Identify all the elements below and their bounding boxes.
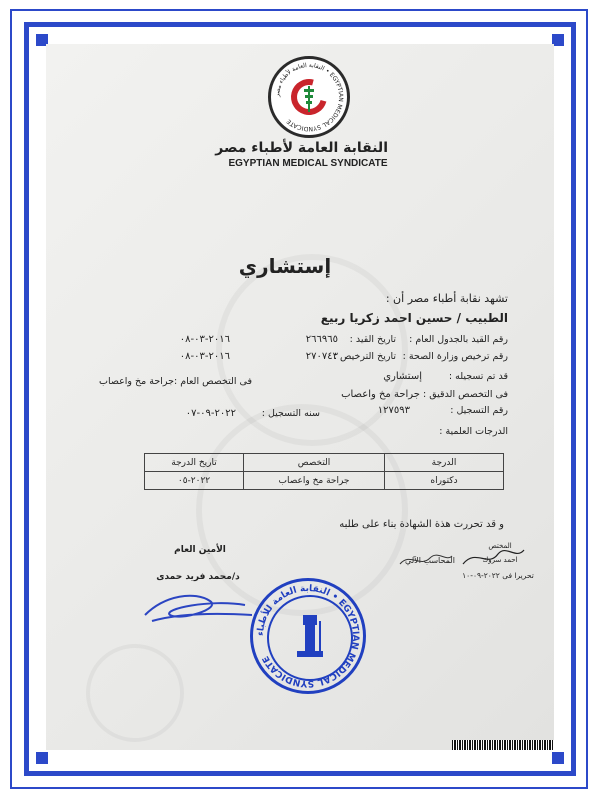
table-header-cell: الدرجة — [385, 454, 504, 472]
officer-name: احمد سروك — [482, 556, 518, 564]
corner-square — [36, 752, 48, 764]
sub-specialty-value: جراحة مخ واعصاب — [341, 389, 420, 400]
org-name-english: EGYPTIAN MEDICAL SYNDICATE — [228, 158, 388, 169]
signature — [396, 548, 456, 572]
reg-date-label: تاريخ القيد : — [349, 334, 396, 345]
table-row — [145, 472, 504, 490]
watermark-seal — [86, 644, 184, 742]
official-stamp — [250, 578, 366, 694]
reg-number-value: ١٢٧٥٩٣ — [377, 405, 410, 416]
barcode — [452, 740, 554, 750]
reg-year-label: سنه التسجيل : — [261, 408, 320, 419]
issue-note: و قد تحررت هذة الشهادة بناء على طلبه — [339, 519, 504, 530]
figure-icon — [269, 597, 351, 679]
certificate-title: إستشاري — [238, 254, 332, 278]
registered-label: قد تم تسجيله : — [448, 371, 508, 382]
org-name-arabic: النقابة العامة لأطباء مصر — [215, 140, 388, 156]
registered-value: إستشاري — [383, 371, 422, 382]
sub-specialty-label: فى التخصص الدقيق : — [423, 389, 508, 400]
issued-on: تحريرا فى ٢٠٢٢-٠٩-١٠ — [462, 571, 534, 580]
degrees-label: الدرجات العلمية : — [439, 426, 508, 437]
svg-text:النقابة العامة للأطباء • EGYPT: النقابة العامة للأطباء • EGYPTIAN MEDICAL SYNDICATE — [255, 583, 361, 689]
degrees-table — [144, 453, 504, 490]
table-header-cell: تاريخ الدرجة — [145, 454, 244, 472]
officer-title: المختص — [488, 542, 512, 550]
secretary-name: د/محمد فريد حمدى — [156, 572, 240, 582]
intro-line: تشهد نقابة أطباء مصر أن : — [385, 292, 508, 305]
signature — [458, 542, 528, 572]
license-date-label: تاريخ الترخيص : — [333, 351, 396, 362]
secretary-title: الأمين العام — [174, 545, 226, 555]
license-label: رقم ترخيص وزارة الصحة : — [402, 351, 508, 362]
reg-year-value: ٢٠٢٢-٠٩-٠٧ — [185, 408, 236, 419]
doctor-name: الطبيب / حسين احمد زكريا ربيع — [320, 311, 508, 325]
table-cell: ٢٠٢٢-٠٥ — [145, 472, 244, 490]
syndicate-logo — [268, 56, 350, 138]
reg-number-label: رقم التسجيل : — [450, 405, 508, 416]
license-date-value: ٢٠١٦-٠٣-٠٨ — [179, 351, 230, 362]
table-cell: جراحة مخ واعصاب — [244, 472, 385, 490]
license-value: ٢٧٠٧٤٣ — [305, 351, 338, 362]
general-specialty: فى التخصص العام :جراحة مخ واعصاب — [99, 376, 252, 387]
reg-general-label: رقم القيد بالجدول العام : — [409, 334, 508, 345]
signature — [140, 585, 260, 629]
tree-icon — [304, 84, 314, 112]
reg-date-value: ٢٠١٦-٠٣-٠٨ — [179, 334, 230, 345]
table-header-row — [145, 454, 504, 472]
table-cell: دكتوراه — [385, 472, 504, 490]
svg-text:النقابة العامة لأطباء مصر • EG: النقابة العامة لأطباء مصر • EGYPTIAN MEDICAL SYNDICATE — [273, 61, 345, 133]
corner-square — [552, 752, 564, 764]
accountant-title: المحاسب الآلي — [405, 556, 455, 565]
reg-general-value: ٢٦٦٩٦٥ — [305, 334, 338, 345]
table-header-cell: التخصص — [244, 454, 385, 472]
